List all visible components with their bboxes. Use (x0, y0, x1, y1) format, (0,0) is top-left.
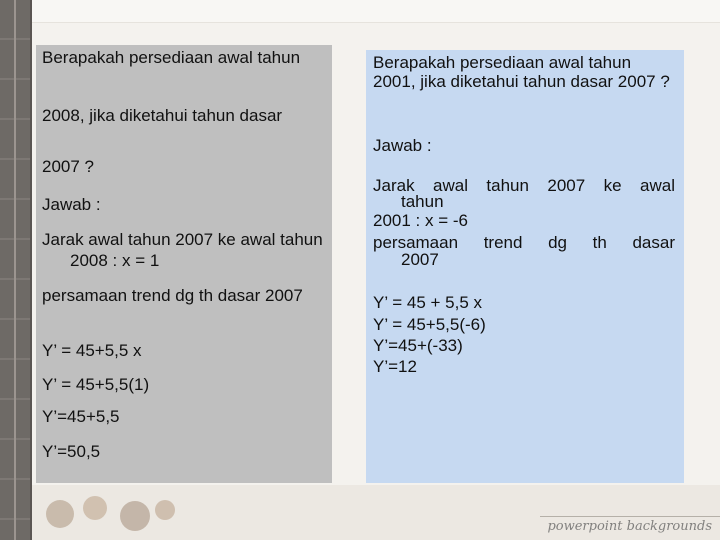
calc-step-2: Y’ = 45+5,5(1) (42, 375, 150, 394)
trend-line-1: persamaan trend dg th dasar (373, 233, 675, 252)
distance-line-3: 2001 : x = -6 (373, 211, 468, 230)
distance-statement: Jarak awal tahun 2007 ke awal tahun 2008 : x = 1 (42, 230, 323, 270)
calc-step-4: Y’=12 (373, 357, 417, 376)
question-line-2: 2008, jika diketahui tahun dasar (42, 106, 283, 125)
calc-step-1: Y’ = 45 + 5,5 x (373, 293, 482, 312)
answer-label: Jawab : (42, 195, 101, 214)
footer-watermark: powerpoint backgrounds (547, 519, 712, 534)
trend-equation-statement: persamaan trend dg th dasar 2007 (42, 286, 303, 305)
right-answer-panel (366, 50, 684, 483)
trend-line-2: 2007 (401, 250, 439, 269)
left-answer-panel (36, 45, 332, 483)
top-band (32, 0, 720, 23)
calc-step-1: Y’ = 45+5,5 x (42, 341, 142, 360)
question-line-3: 2007 ? (42, 157, 94, 176)
calc-step-3: Y’=45+(-33) (373, 336, 463, 355)
calc-step-4: Y’=50,5 (42, 442, 101, 461)
distance-line-2: tahun (401, 192, 444, 211)
decorative-illustration (40, 486, 180, 536)
distance-line-1: Jarak awal tahun 2007 ke awal (373, 176, 675, 195)
calc-step-3: Y’=45+5,5 (42, 407, 120, 426)
left-decorative-strip (0, 0, 32, 540)
footer-divider (540, 516, 720, 517)
question-line-1: Berapakah persediaan awal tahun (42, 48, 301, 67)
answer-label: Jawab : (373, 136, 432, 155)
question: Berapakah persediaan awal tahun 2001, jika diketahui tahun dasar 2007 ? (373, 53, 670, 91)
calc-step-2: Y’ = 45+5,5(-6) (373, 315, 486, 334)
